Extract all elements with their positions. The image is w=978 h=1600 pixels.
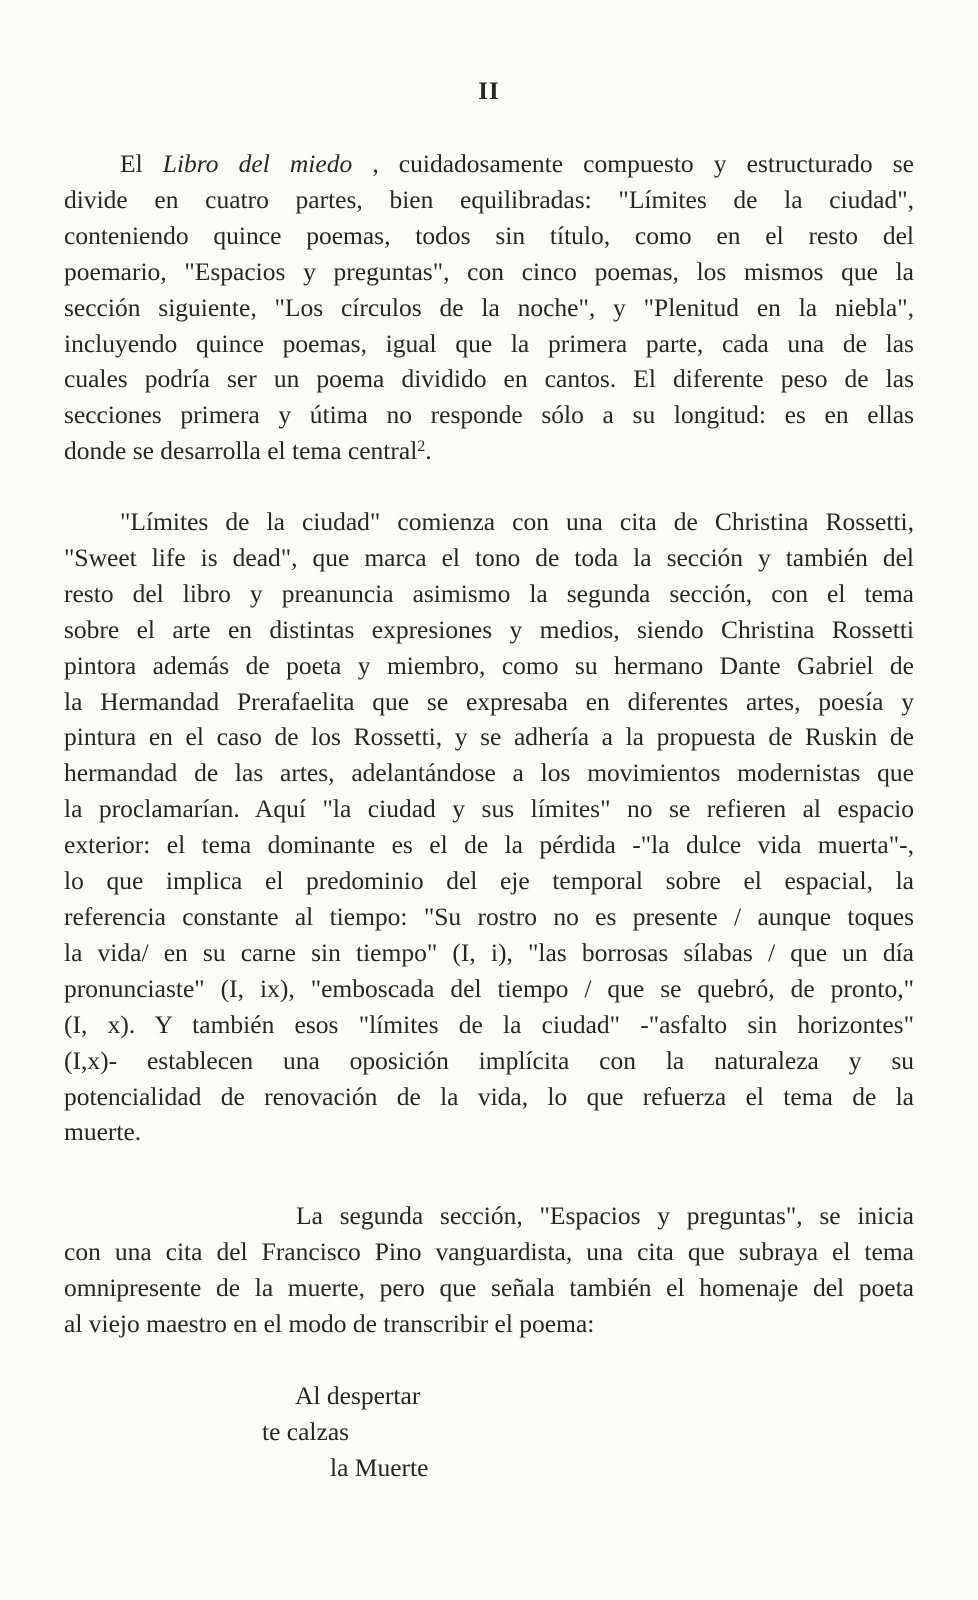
footnote-ref: 2 (417, 438, 426, 456)
text-line: incluyendo quince poemas, igual que la primera parte, cada una de las (64, 328, 914, 358)
text-line: divide en cuatro partes, bien equilibradas: "Límites de la ciudad", (64, 184, 914, 214)
verse-line: la Muerte (330, 1453, 429, 1482)
book-title: Libro del miedo (162, 149, 353, 178)
text-line: referencia constante al tiempo: "Su rostro no es presente / aunque toques (64, 901, 914, 931)
text-line: cuales podría ser un poema dividido en cantos. El diferente peso de las (64, 364, 914, 394)
text-line: secciones primera y útima no responde sólo a su longitud: es en ellas (64, 400, 914, 430)
text-line: la vida/ en su carne sin tiempo" (I, i), "las borrosas sílabas / que un día (64, 937, 914, 967)
text-line: muerte. (64, 1117, 142, 1147)
text-line: El Libro del miedo , cuidadosamente compuesto y estructurado se (120, 149, 914, 178)
text-line: la proclamarían. Aquí "la ciudad y sus límites" no se refieren al espacio (64, 794, 914, 824)
paragraph-2 (64, 504, 914, 1150)
text-line: hermandad de las artes, adelantándose a los movimientos modernistas que (64, 758, 914, 788)
section-heading: II (478, 78, 500, 105)
text-line: potencialidad de renovación de la vida, lo que refuerza el tema de la (64, 1081, 914, 1111)
text-line: (I,x)- establecen una oposición implícita con la naturaleza y su (64, 1045, 914, 1075)
text-line: resto del libro y preanuncia asimismo la segunda sección, con el tema (64, 578, 914, 608)
paragraph-3 (64, 1198, 914, 1342)
text-line: con una cita del Francisco Pino vanguardista, una cita que subraya el tema (64, 1236, 914, 1266)
text-line: La segunda sección, "Espacios y preguntas", se inicia (296, 1201, 914, 1230)
text-line: donde se desarrolla el tema central$^2$. (64, 436, 432, 466)
text-line: pintura en el caso de los Rossetti, y se adhería a la propuesta de Ruskin de (64, 722, 914, 752)
text-line: "Sweet life is dead", que marca el tono de toda la sección y también del (64, 542, 914, 572)
text-line: sección siguiente, "Los círculos de la noche", y "Plenitud en la niebla", (64, 292, 914, 322)
text-line: pronunciaste" (I, ix), "emboscada del tiempo / que se quebró, de pronto," (64, 973, 914, 1003)
text-line: (I, x). Y también esos "límites de la ciudad" -"asfalto sin horizontes" (64, 1009, 914, 1039)
text-line: "Límites de la ciudad" comienza con una cita de Christina Rossetti, (120, 507, 914, 536)
text-line: pintora además de poeta y miembro, como su hermano Dante Gabriel de (64, 650, 914, 680)
paragraph-1 (64, 146, 914, 469)
verse-line: Al despertar (295, 1381, 421, 1410)
text-line: poemario, "Espacios y preguntas", con cinco poemas, los mismos que la (64, 256, 914, 286)
text-line: al viejo maestro en el modo de transcribir el poema: (64, 1308, 595, 1338)
text-line: la Hermandad Prerafaelita que se expresaba en diferentes artes, poesía y (64, 686, 914, 716)
text-line: omnipresente de la muerte, pero que señala también el homenaje del poeta (64, 1272, 914, 1302)
text-line: conteniendo quince poemas, todos sin título, como en el resto del (64, 220, 914, 250)
text-line: lo que implica el predominio del eje temporal sobre el espacial, la (64, 866, 914, 896)
verse-line: te calzas (262, 1417, 350, 1446)
text-line: exterior: el tema dominante es el de la pérdida -"la dulce vida muerta"-, (64, 830, 914, 860)
text-line: sobre el arte en distintas expresiones y medios, siendo Christina Rossetti (64, 614, 914, 644)
